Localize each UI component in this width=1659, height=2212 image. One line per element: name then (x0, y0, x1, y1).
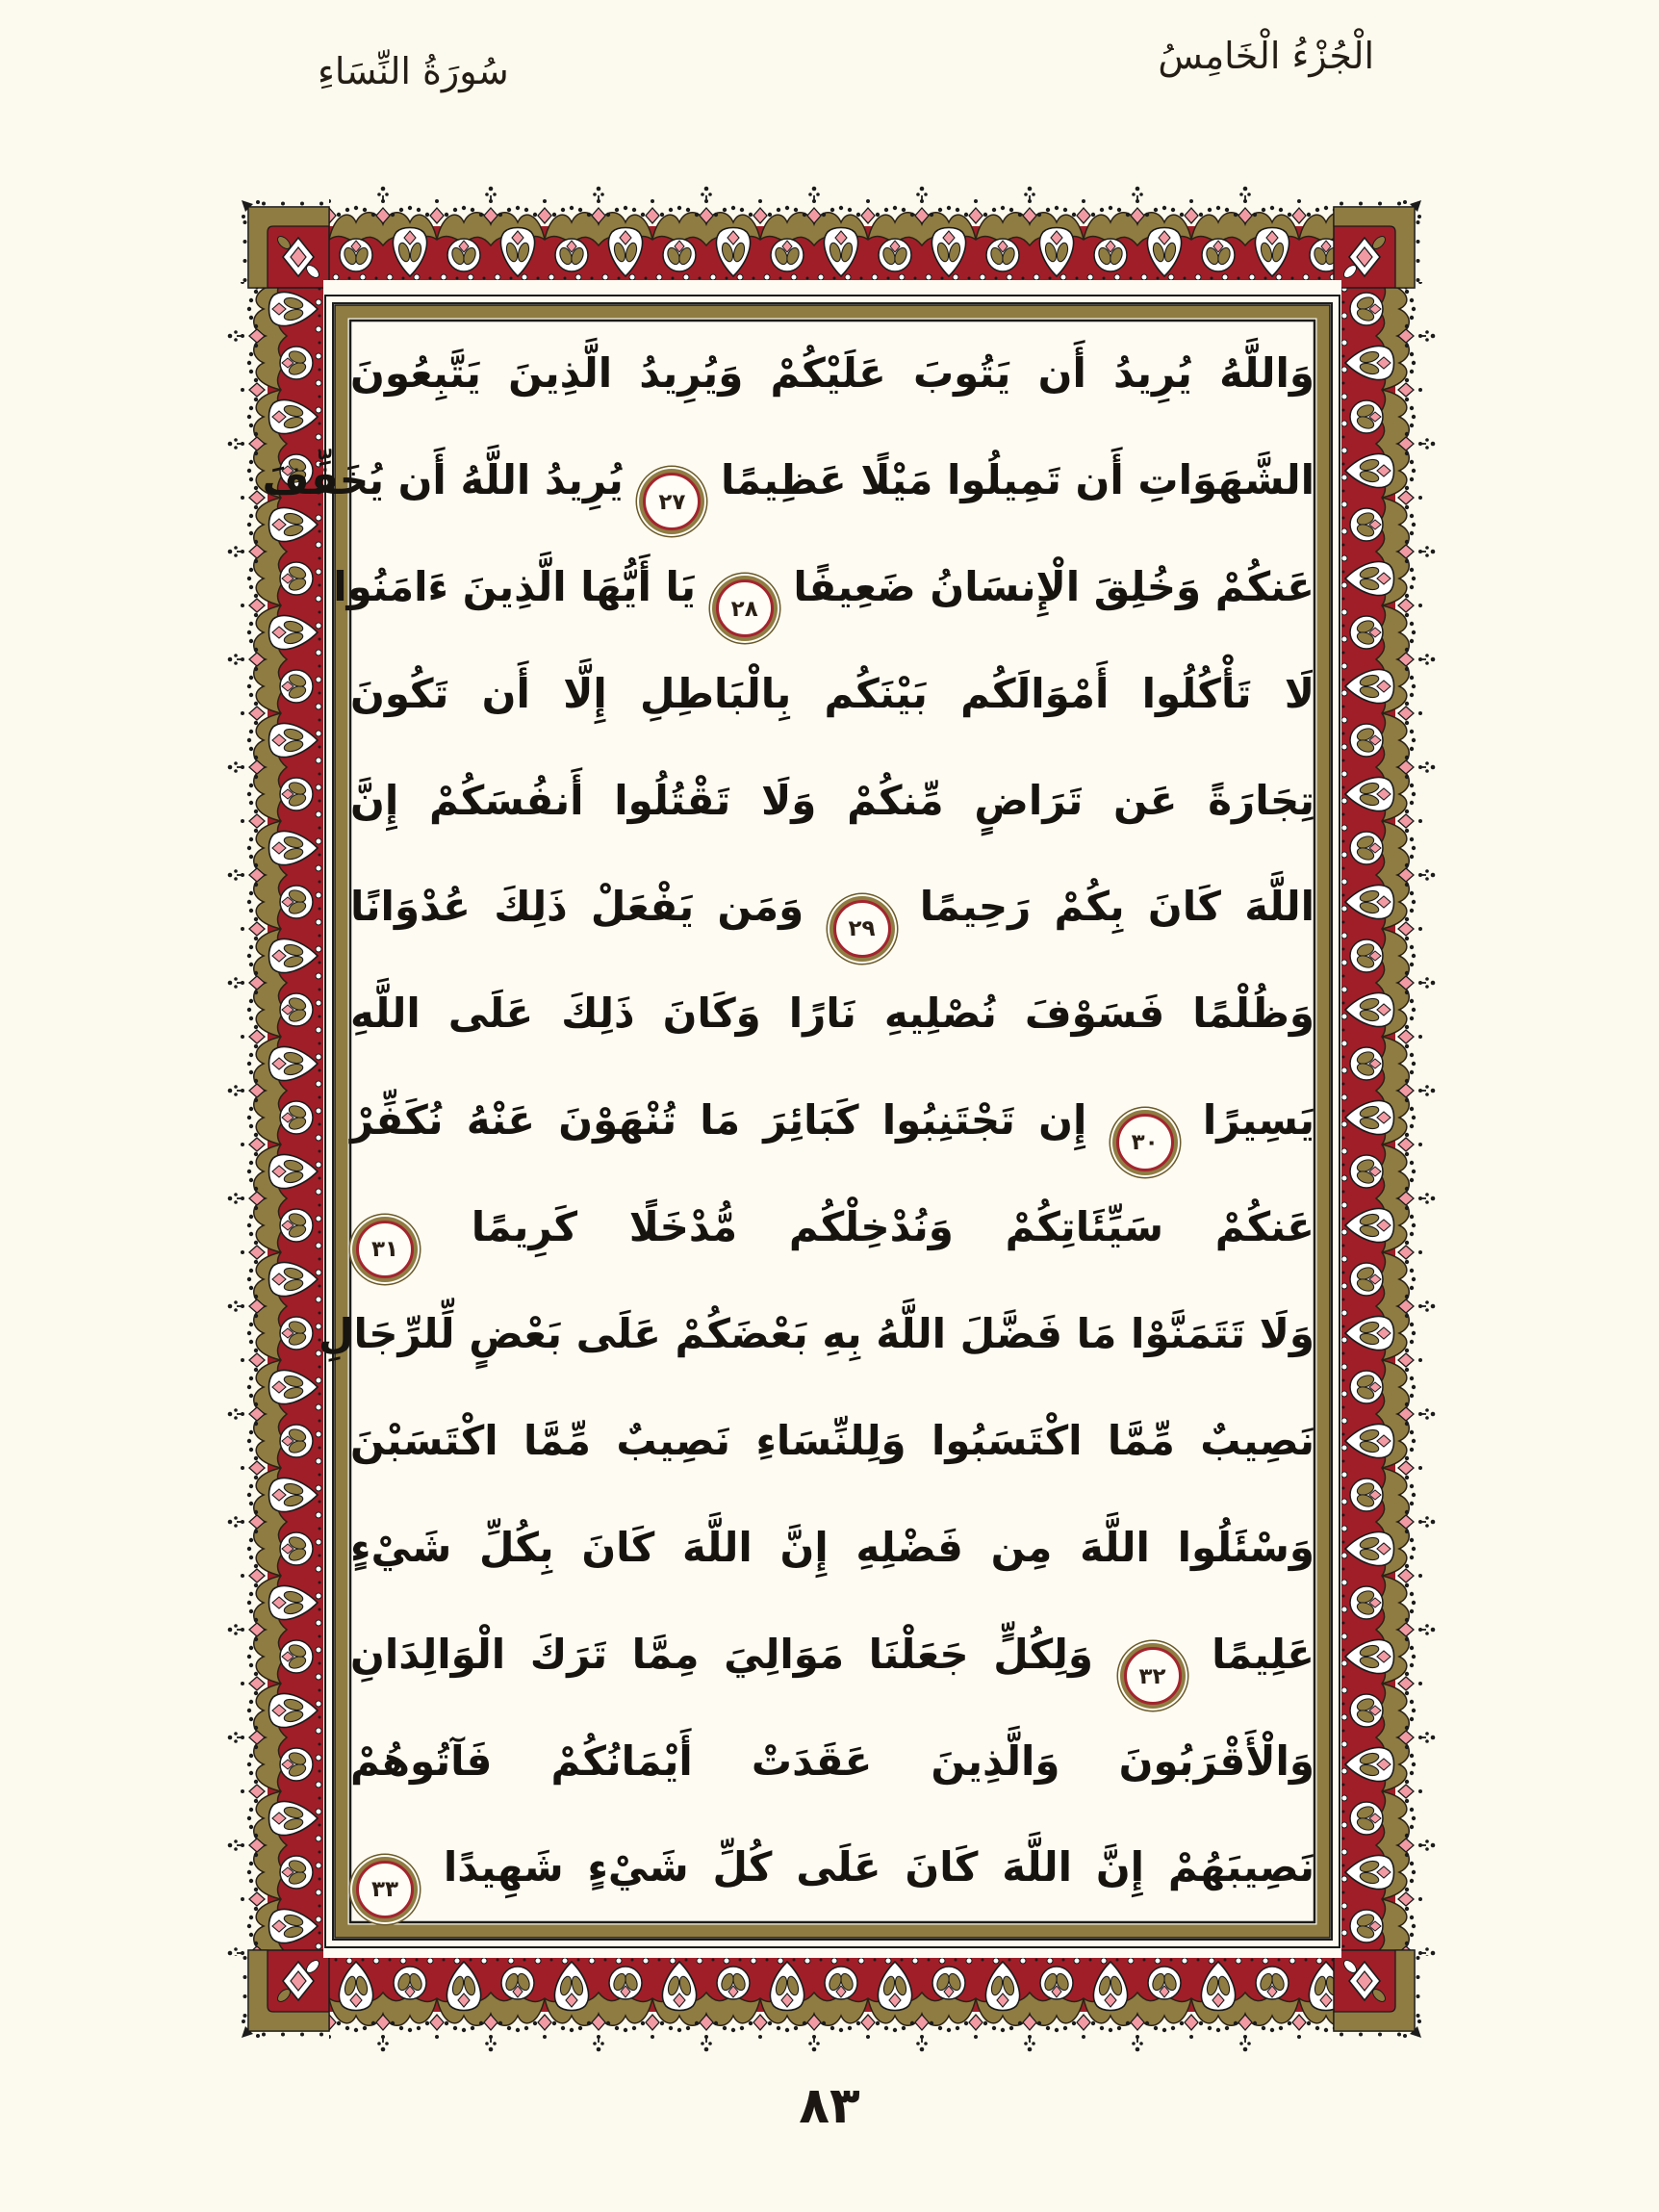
ayah-text: وَاللَّهُ يُرِيدُ أَن يَتُوبَ عَلَيْكُمْ وَيُرِيدُ الَّذِينَ يَتَّبِعُونَ (350, 349, 1314, 397)
ayah-text: عَلِيمًا (1212, 1630, 1315, 1678)
quran-text-area (262, 321, 1315, 1922)
quran-line-14 (350, 1709, 1314, 1815)
ayah-text: يَا أَيُّهَا الَّذِينَ ءَامَنُوا (333, 562, 697, 610)
quran-line-6 (350, 854, 1314, 961)
ayah-text: إِن تَجْتَنِبُوا كَبَائِرَ مَا تُنْهَوْنَ عَنْهُ نُكَفِّرْ (350, 1096, 1087, 1145)
verse-number: ٢٧ (658, 489, 686, 515)
quran-line-10 (319, 1281, 1314, 1388)
ayah-text: عَنكُمْ سَيِّئَاتِكُمْ وَنُدْخِلْكُم مُّدْخَلًا كَرِيمًا (471, 1203, 1315, 1251)
quran-line-5 (350, 748, 1314, 855)
verse-marker (833, 900, 891, 958)
verse-marker (1116, 1114, 1174, 1171)
surah-title: سُورَةُ النِّسَاءِ (318, 50, 509, 92)
verse-marker (356, 1861, 414, 1918)
ayah-text: وَمَن يَفْعَلْ ذَلِكَ عُدْوَانًا (350, 883, 804, 931)
quran-line-7 (350, 961, 1314, 1067)
verse-number: ٢٨ (730, 596, 758, 622)
ayah-text: يَسِيرًا (1202, 1096, 1315, 1145)
verse-number: ٣٣ (370, 1877, 399, 1903)
quran-line-4 (350, 641, 1314, 748)
quran-line-3 (333, 534, 1314, 641)
juz-title: الْجُزْءُ الْخَامِسُ (1158, 35, 1374, 77)
ayah-text: الشَّهَوَاتِ أَن تَمِيلُوا مَيْلًا عَظِيمًا (721, 455, 1314, 503)
quran-line-15 (350, 1814, 1314, 1921)
ayah-text: نَصِيبَهُمْ إِنَّ اللَّهَ كَانَ عَلَى كُلِّ شَيْءٍ شَهِيدًا (443, 1843, 1314, 1891)
ayah-text: وَظُلْمًا فَسَوْفَ نُصْلِيهِ نَارًا وَكَانَ ذَلِكَ عَلَى اللَّهِ (350, 990, 1314, 1038)
ayah-text: وَالْأَقْرَبُونَ وَالَّذِينَ عَقَدَتْ أَيْمَانُكُمْ فَآتُوهُمْ (350, 1736, 1314, 1785)
page-number: ٨٣ (799, 2077, 860, 2135)
ayah-text: لَا تَأْكُلُوا أَمْوَالَكُم بَيْنَكُم بِالْبَاطِلِ إِلَّا أَن تَكُونَ (350, 669, 1314, 717)
ayah-text: تِجَارَةً عَن تَرَاضٍ مِّنكُمْ وَلَا تَقْتُلُوا أَنفُسَكُمْ إِنَّ (350, 776, 1314, 824)
verse-number: ٣١ (370, 1237, 399, 1263)
ayah-text: نَصِيبٌ مِّمَّا اكْتَسَبُوا وَلِلنِّسَاءِ نَصِيبٌ مِّمَّا اكْتَسَبْنَ (350, 1416, 1314, 1464)
quran-line-13 (350, 1602, 1314, 1709)
ayah-text: وَسْئَلُوا اللَّهَ مِن فَضْلِهِ إِنَّ اللَّهَ كَانَ بِكُلِّ شَيْءٍ (350, 1523, 1314, 1571)
quran-line-9 (350, 1174, 1314, 1281)
quran-line-2 (262, 427, 1314, 534)
ayah-text: يُرِيدُ اللَّهُ أَن يُخَفِّفَ (262, 455, 624, 503)
quran-line-1 (350, 321, 1314, 427)
verse-marker (716, 579, 774, 637)
verse-number: ٢٩ (848, 916, 876, 942)
verse-marker (356, 1221, 414, 1278)
ayah-text: وَلَا تَتَمَنَّوْا مَا فَضَّلَ اللَّهُ بِهِ بَعْضَكُمْ عَلَى بَعْضٍ لِّلرِّجَالِ (319, 1310, 1314, 1358)
verse-marker (1124, 1647, 1182, 1705)
ayah-text: اللَّهَ كَانَ بِكُمْ رَحِيمًا (919, 883, 1314, 931)
quran-line-12 (350, 1495, 1314, 1602)
verse-number: ٣٢ (1138, 1663, 1166, 1689)
verse-marker (643, 473, 701, 530)
verse-number: ٣٠ (1131, 1130, 1159, 1156)
ayah-text: عَنكُمْ وَخُلِقَ الْإِنسَانُ ضَعِيفًا (793, 562, 1314, 610)
ayah-text: وَلِكُلٍّ جَعَلْنَا مَوَالِيَ مِمَّا تَرَكَ الْوَالِدَانِ (350, 1630, 1093, 1678)
quran-line-8 (350, 1067, 1314, 1174)
quran-line-11 (350, 1388, 1314, 1495)
